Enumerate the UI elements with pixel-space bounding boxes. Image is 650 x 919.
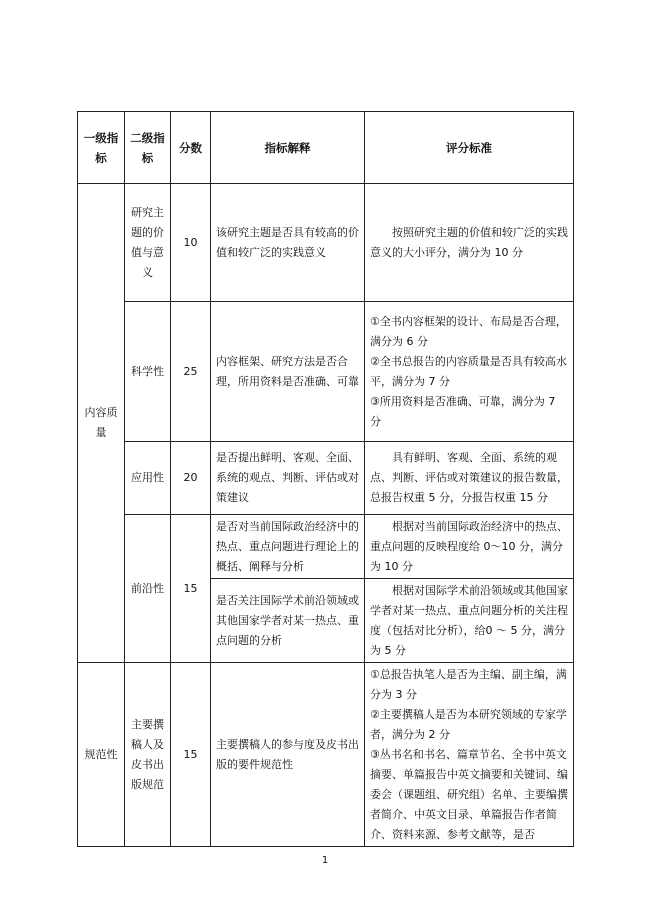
indicator-score: 15 xyxy=(171,663,211,847)
indicator-explanation: 主要撰稿人的参与度及皮书出版的要件规范性 xyxy=(211,663,365,847)
criteria-item: ②全书总报告的内容质量是否具有较高水平，满分为 7 分 xyxy=(370,354,567,388)
indicator-score: 25 xyxy=(171,302,211,442)
table-row xyxy=(78,663,574,847)
table-row xyxy=(78,442,574,515)
table-row xyxy=(78,184,574,302)
indicator-criteria xyxy=(365,663,574,847)
header-explanation: 指标解释 xyxy=(211,112,365,184)
page-number: 1 xyxy=(321,855,329,866)
indicator-explanation: 该研究主题是否具有较高的价值和较广泛的实践意义 xyxy=(211,184,365,302)
table-row xyxy=(78,515,574,579)
indicator-criteria xyxy=(365,302,574,442)
indicator-criteria: 根据对当前国际政治经济中的热点、重点问题的反映程度给 0～10 分，满分为 10 分 xyxy=(365,515,574,579)
indicator-name: 研究主题的价值与意义 xyxy=(125,184,171,302)
indicator-criteria: 按照研究主题的价值和较广泛的实践意义的大小评分，满分为 10 分 xyxy=(365,184,574,302)
header-level1: 一级指标 xyxy=(78,112,125,184)
table-row xyxy=(78,302,574,442)
indicator-score: 10 xyxy=(171,184,211,302)
indicator-explanation: 是否对当前国际政治经济中的热点、重点问题进行理论上的概括、阐释与分析 xyxy=(211,515,365,579)
header-criteria: 评分标准 xyxy=(365,112,574,184)
criteria-item: ③丛书名和书名、篇章节名、全书中英文摘要、单篇报告中英文摘要和关键词、编委会（课题组、研究组）名单、主要编撰者简介、中英文目录、单篇报告作者简介、资料来源、参考文献等，是否 xyxy=(370,747,568,841)
table-header-row xyxy=(78,112,574,184)
indicator-explanation: 是否关注国际学术前沿领域或其他国家学者对某一热点、重点问题的分析 xyxy=(211,579,365,663)
criteria-item: ①全书内容框架的设计、布局是否合理，满分为 6 分 xyxy=(370,314,567,348)
criteria-item: ②主要撰稿人是否为本研究领域的专家学者，满分为 2 分 xyxy=(370,707,567,741)
indicator-name: 前沿性 xyxy=(125,515,171,663)
criteria-item: ①总报告执笔人是否为主编、副主编，满分为 3 分 xyxy=(370,667,567,701)
indicator-explanation: 是否提出鲜明、客观、全面、系统的观点、判断、评估或对策建议 xyxy=(211,442,365,515)
indicator-explanation: 内容框架、研究方法是否合理，所用资料是否准确、可靠 xyxy=(211,302,365,442)
header-score: 分数 xyxy=(171,112,211,184)
indicator-score: 20 xyxy=(171,442,211,515)
group-content-quality: 内容质量 xyxy=(78,184,125,663)
group-normativity: 规范性 xyxy=(78,663,125,847)
indicator-criteria: 具有鲜明、客观、全面、系统的观点、判断、评估或对策建议的报告数量，总报告权重 5 分，分报告权重 15 分 xyxy=(365,442,574,515)
indicator-name: 科学性 xyxy=(125,302,171,442)
indicator-criteria: 根据对国际学术前沿领域或其他国家学者对某一热点、重点问题分析的关注程度（包括对比分析），给0 ～ 5 分，满分为 5 分 xyxy=(365,579,574,663)
indicator-name: 主要撰稿人及皮书出版规范 xyxy=(125,663,171,847)
criteria-item: ③所用资料是否准确、可靠，满分为 7 分 xyxy=(370,394,556,428)
header-level2: 二级指标 xyxy=(125,112,171,184)
indicator-score: 15 xyxy=(171,515,211,663)
evaluation-table xyxy=(77,111,574,847)
indicator-name: 应用性 xyxy=(125,442,171,515)
